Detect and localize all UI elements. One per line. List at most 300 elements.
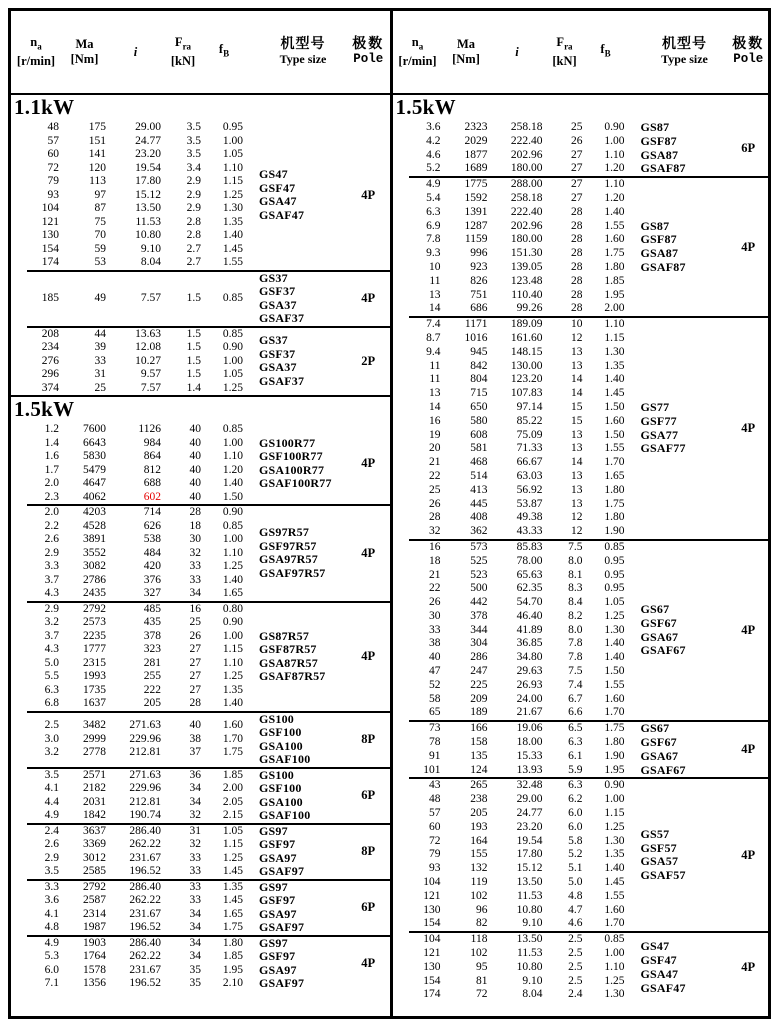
cell-fb: 0.80 — [222, 602, 243, 615]
table-row — [11, 977, 245, 991]
cell-fra: 13 — [571, 497, 583, 510]
table-row — [11, 135, 245, 149]
table-row — [11, 520, 245, 534]
cell-fb: 1.10 — [604, 960, 625, 973]
cell-na: 374 — [41, 381, 59, 394]
table-row — [393, 679, 627, 693]
cell-fra: 27 — [571, 148, 583, 161]
cell-i: 85.22 — [516, 414, 543, 427]
cell-na: 60 — [429, 820, 441, 833]
type-size-label: GS97R57 — [259, 525, 310, 540]
cell-i: 99.26 — [516, 302, 543, 315]
cell-na: 5.4 — [426, 191, 441, 204]
cell-na: 3.2 — [44, 616, 59, 628]
data-rows — [393, 178, 627, 316]
column-title-main: n — [411, 34, 419, 49]
cell-na: 104 — [423, 876, 441, 889]
gear-group — [11, 326, 390, 396]
cell-na: 25 — [429, 483, 441, 496]
gear-group — [11, 767, 390, 823]
cell-fb: 1.70 — [604, 917, 625, 930]
table-row — [11, 341, 245, 355]
cell-i: 15.12 — [516, 862, 543, 875]
column-title — [732, 37, 764, 52]
cell-fra: 35 — [189, 977, 201, 989]
table-row — [393, 933, 627, 947]
column-title-main: 极数 — [352, 37, 385, 52]
cell-i: 286.40 — [129, 824, 161, 837]
cell-fb: 1.50 — [222, 490, 243, 503]
table-row — [11, 684, 245, 698]
type-size-label: GSF97 — [259, 949, 296, 963]
cell-fb: 1.90 — [604, 749, 625, 762]
gear-group — [393, 176, 769, 316]
cell-i: 15.12 — [135, 188, 161, 201]
cell-i: 23.20 — [516, 820, 543, 833]
table-row — [393, 917, 627, 931]
cell-fb: 1.10 — [604, 318, 625, 331]
data-rows — [11, 506, 245, 601]
cell-fb: 1.55 — [604, 889, 625, 902]
cell-i: 262.22 — [129, 950, 161, 962]
cell-fb: 1.35 — [222, 215, 243, 228]
cell-i: 19.06 — [516, 722, 543, 735]
column-unit: [r/min] — [16, 54, 56, 69]
column-header-ma — [443, 37, 490, 67]
table-row — [11, 809, 245, 823]
cell-ma: 132 — [470, 862, 488, 875]
data-rows — [11, 769, 245, 823]
cell-ma: 686 — [470, 302, 488, 315]
cell-fra: 31 — [189, 824, 201, 837]
cell-fb: 1.85 — [604, 274, 625, 287]
table-row — [393, 835, 627, 849]
cell-ma: 715 — [470, 387, 488, 400]
cell-i: 538 — [143, 533, 161, 545]
table-row — [393, 220, 627, 234]
cell-fra: 28 — [571, 247, 583, 260]
cell-ma: 573 — [470, 540, 488, 553]
gear-group — [11, 711, 390, 767]
type-size-list — [627, 940, 729, 995]
cell-fra: 27 — [571, 178, 583, 191]
cell-fra: 34 — [189, 907, 201, 920]
cell-ma: 5830 — [83, 450, 106, 462]
table-row — [393, 693, 627, 707]
cell-i: 9.10 — [522, 917, 543, 930]
cell-fra: 40 — [189, 423, 201, 435]
cell-ma: 31 — [94, 368, 106, 380]
cell-i: 24.77 — [135, 134, 161, 147]
cell-i: 29.00 — [135, 121, 161, 133]
cell-fb: 1.15 — [222, 643, 243, 655]
cell-fra: 6.3 — [568, 779, 583, 792]
type-size-label: GSF97 — [259, 893, 296, 907]
cell-na: 60 — [47, 148, 59, 160]
type-size-label: GSA97 — [259, 962, 297, 977]
cell-na: 79 — [47, 175, 59, 187]
gear-group-content — [393, 121, 769, 176]
data-rows — [393, 318, 627, 539]
cell-ma: 3482 — [83, 719, 106, 732]
cell-fb: 1.40 — [222, 229, 243, 241]
cell-fra: 7.8 — [568, 651, 583, 664]
cell-i: 9.57 — [140, 368, 161, 380]
cell-i: 229.96 — [129, 782, 161, 794]
type-size-label: GS67 — [640, 721, 670, 736]
cell-ma: 102 — [470, 889, 488, 902]
cell-ma: 581 — [470, 442, 488, 455]
column-header-pole — [729, 37, 769, 67]
table-row — [11, 491, 245, 505]
cell-i: 281 — [143, 656, 161, 669]
table-row — [11, 782, 245, 796]
type-size-label: GSAF87 — [640, 259, 686, 274]
cell-ma: 608 — [470, 428, 488, 441]
cell-na: 30 — [429, 609, 441, 622]
table-header-left — [11, 11, 390, 95]
table-row — [11, 382, 245, 396]
table-row — [11, 175, 245, 189]
cell-na: 4.8 — [44, 921, 59, 933]
cell-fra: 27 — [571, 191, 583, 204]
cell-na: 57 — [429, 807, 441, 820]
cell-i: 41.89 — [516, 623, 543, 636]
column-title-sub: B — [604, 48, 611, 59]
cell-fb: 1.80 — [604, 483, 625, 496]
cell-na: 7.8 — [426, 233, 441, 246]
cell-na: 2.9 — [44, 851, 59, 864]
cell-na: 154 — [423, 917, 441, 930]
gear-group — [393, 777, 769, 931]
cell-ma: 445 — [470, 497, 488, 510]
gear-group — [11, 270, 390, 326]
cell-na: 40 — [429, 651, 441, 664]
cell-ma: 1877 — [464, 148, 488, 161]
cell-fb: 1.65 — [604, 469, 625, 482]
cell-fb: 0.90 — [604, 779, 625, 792]
cell-fra: 3.4 — [186, 161, 201, 174]
cell-fb: 1.80 — [604, 260, 625, 273]
cell-i: 110.40 — [511, 288, 543, 301]
cell-fb: 1.20 — [604, 162, 625, 175]
type-size-label: GSF100 — [259, 725, 302, 739]
cell-fb: 1.00 — [222, 533, 243, 545]
pole-label: 8P — [361, 732, 376, 746]
table-row — [11, 202, 245, 216]
cell-ma: 75 — [94, 215, 106, 228]
cell-ma: 164 — [470, 834, 488, 847]
type-size-label: GSF87 — [640, 133, 677, 148]
type-size-label: GSF57 — [640, 840, 677, 855]
column-title-main: F — [556, 34, 565, 49]
pole-label: 4P — [361, 956, 376, 970]
gear-group-content — [393, 779, 769, 931]
table-row — [393, 706, 627, 720]
cell-fra: 34 — [189, 921, 201, 933]
cell-fra: 12 — [571, 525, 583, 538]
gear-group — [393, 931, 769, 1002]
gear-group-content — [11, 272, 390, 326]
cell-fra: 27 — [189, 683, 201, 696]
cell-na: 4.4 — [44, 795, 59, 808]
cell-fb: 1.45 — [222, 242, 243, 255]
cell-na: 72 — [47, 161, 59, 174]
cell-i: 11.53 — [517, 889, 543, 902]
cell-fra: 8.4 — [568, 596, 583, 609]
table-row — [11, 423, 245, 437]
column-header-type — [627, 37, 729, 67]
pole-label: 4P — [741, 960, 756, 975]
cell-na: 11 — [429, 359, 441, 372]
cell-fb: 1.30 — [604, 623, 625, 636]
table-row — [393, 541, 627, 555]
cell-ma: 3637 — [83, 824, 106, 837]
cell-na: 19 — [429, 428, 441, 441]
type-size-label: GSA87R57 — [259, 655, 318, 670]
cell-na: 174 — [423, 988, 441, 1001]
cell-ma: 945 — [470, 345, 488, 358]
cell-na: 16 — [429, 540, 441, 553]
pole-label: 4P — [361, 649, 376, 663]
cell-na: 3.2 — [44, 746, 59, 759]
cell-ma: 1987 — [83, 921, 106, 933]
cell-i: 24.00 — [516, 692, 543, 705]
cell-na: 14 — [429, 302, 441, 315]
type-size-label: GSF47 — [259, 180, 296, 195]
cell-fra: 40 — [189, 436, 201, 449]
column-title-main: n — [30, 34, 38, 49]
table-row — [11, 464, 245, 478]
gear-group-content — [393, 318, 769, 539]
cell-fra: 7.4 — [568, 678, 583, 691]
table-row — [393, 346, 627, 360]
cell-ma: 378 — [470, 609, 488, 622]
table-row — [393, 498, 627, 512]
cell-ma: 44 — [94, 327, 106, 340]
cell-i: 180.00 — [510, 162, 543, 175]
cell-fb: 0.85 — [222, 423, 243, 435]
cell-i: 286.40 — [129, 936, 161, 949]
table-row — [393, 596, 627, 610]
cell-ma: 4647 — [83, 477, 106, 489]
table-row — [393, 456, 627, 470]
cell-na: 14 — [429, 400, 441, 413]
column-title-sub: B — [223, 48, 230, 59]
cell-ma: 1689 — [464, 162, 488, 175]
cell-i: 9.10 — [522, 974, 543, 987]
cell-i: 205 — [143, 697, 161, 709]
cell-fra: 2.9 — [186, 202, 201, 214]
cell-na: 6.3 — [44, 683, 59, 696]
cell-ma: 3369 — [83, 838, 106, 850]
column-title-main: f — [218, 42, 224, 57]
type-size-label: GS87R57 — [259, 628, 310, 643]
cell-ma: 2571 — [83, 768, 106, 781]
table-row — [393, 637, 627, 651]
gear-group-content — [11, 121, 390, 270]
cell-fra: 26 — [189, 629, 201, 642]
type-size-label: GS87 — [640, 218, 670, 233]
column-unit: [kN] — [552, 54, 577, 69]
data-rows — [393, 121, 627, 176]
cell-fb: 1.10 — [604, 178, 625, 191]
cell-fra: 28 — [571, 274, 583, 287]
table-row — [393, 665, 627, 679]
cell-i: 435 — [143, 616, 161, 628]
cell-na: 104 — [41, 202, 59, 214]
cell-i: 13.50 — [135, 202, 161, 214]
table-row — [393, 373, 627, 387]
cell-na: 3.6 — [426, 121, 441, 133]
cell-fb: 0.95 — [604, 582, 625, 595]
type-size-label: GSF97 — [259, 837, 296, 851]
cell-i: 151.30 — [510, 247, 543, 260]
cell-ma: 118 — [470, 933, 488, 946]
type-size-label: GSAF87R57 — [259, 669, 326, 683]
cell-fra: 12 — [571, 331, 583, 344]
type-size-label: GSF67 — [640, 735, 677, 750]
cell-na: 296 — [41, 368, 59, 380]
cell-i: 864 — [143, 450, 161, 462]
cell-na: 5.2 — [426, 162, 441, 175]
gear-group — [11, 504, 390, 601]
table-row — [11, 437, 245, 451]
type-size-label: GSAF37 — [259, 373, 305, 388]
cell-fra: 4.6 — [568, 917, 583, 930]
cell-fb: 0.90 — [222, 506, 243, 518]
cell-fra: 10 — [571, 318, 583, 331]
cell-fra: 2.9 — [186, 175, 201, 187]
cell-fb: 1.60 — [604, 692, 625, 705]
cell-ma: 175 — [88, 121, 106, 133]
cell-ma: 2999 — [83, 732, 106, 745]
cell-na: 9.3 — [426, 247, 441, 260]
cell-fb: 1.00 — [222, 354, 243, 367]
cell-fra: 2.5 — [568, 947, 583, 960]
cell-na: 78 — [429, 736, 441, 749]
column-header-type — [245, 37, 347, 67]
cell-i: 56.92 — [516, 483, 543, 496]
cell-fb: 0.85 — [222, 519, 243, 532]
table-row — [11, 881, 245, 895]
cell-fb: 1.70 — [604, 456, 625, 469]
column-title-main: i — [515, 44, 519, 59]
type-size-label: GSF100 — [259, 781, 302, 795]
type-size-label: GSAF67 — [640, 762, 686, 777]
type-size-list — [245, 334, 347, 388]
cell-fra: 40 — [189, 477, 201, 489]
cell-na: 2.5 — [44, 719, 59, 732]
cell-fra: 40 — [189, 463, 201, 476]
cell-fb: 1.20 — [604, 191, 625, 204]
table-row — [11, 121, 245, 135]
cell-fra: 1.5 — [186, 291, 201, 304]
type-size-label: GS47 — [259, 167, 288, 182]
cell-ma: 25 — [94, 381, 106, 394]
cell-na: 21 — [429, 456, 441, 469]
cell-fb: 1.15 — [604, 331, 625, 344]
cell-fb: 0.85 — [604, 933, 625, 946]
cell-fra: 32 — [189, 546, 201, 559]
power-section-label: 1.5kW — [11, 395, 390, 423]
cell-i: 53.87 — [516, 497, 543, 510]
column-header-ma — [61, 37, 108, 67]
table-row — [393, 318, 627, 332]
cell-i: 139.05 — [510, 260, 543, 273]
cell-fb: 1.15 — [222, 175, 243, 187]
column-unit: [r/min] — [398, 54, 437, 69]
cell-ma: 2587 — [83, 894, 106, 906]
cell-fra: 32 — [189, 809, 201, 821]
cell-ma: 193 — [470, 820, 488, 833]
cell-ma: 842 — [470, 359, 488, 372]
gear-group-content — [11, 603, 390, 711]
cell-i: 19.54 — [516, 834, 543, 847]
cell-i: 23.20 — [135, 148, 161, 160]
cell-fb: 1.55 — [604, 442, 625, 455]
cell-na: 8.7 — [426, 331, 441, 344]
table-row — [393, 947, 627, 961]
cell-ma: 3012 — [83, 851, 106, 864]
table-row — [11, 865, 245, 879]
cell-fra: 5.0 — [568, 876, 583, 889]
cell-i: 262.22 — [129, 838, 161, 850]
cell-fb: 1.60 — [222, 719, 243, 732]
cell-fra: 6.0 — [568, 820, 583, 833]
cell-fb: 1.45 — [604, 876, 625, 889]
cell-i: 13.63 — [135, 327, 161, 340]
column-header-i — [490, 45, 545, 60]
cell-ma: 2323 — [464, 121, 488, 133]
column-title — [457, 37, 475, 52]
table-row — [393, 555, 627, 569]
type-size-label: GS87 — [640, 120, 670, 134]
data-rows — [11, 603, 245, 711]
gear-group-content — [11, 825, 390, 879]
table-row — [393, 569, 627, 583]
cell-na: 47 — [429, 665, 441, 678]
cell-ma: 525 — [470, 554, 488, 567]
type-size-label: GS77 — [640, 399, 670, 414]
cell-ma: 49 — [94, 291, 106, 304]
cell-fb: 0.95 — [222, 121, 243, 133]
cell-i: 327 — [143, 587, 161, 599]
cell-ma: 826 — [470, 274, 488, 287]
cell-fra: 28 — [571, 288, 583, 301]
cell-na: 52 — [429, 678, 441, 691]
type-size-label: GSF77 — [640, 413, 677, 428]
cell-i: 21.67 — [516, 706, 543, 719]
cell-i: 71.33 — [516, 442, 543, 455]
cell-fb: 1.40 — [604, 205, 625, 218]
cell-i: 148.15 — [510, 345, 543, 358]
cell-i: 78.00 — [516, 554, 543, 567]
cell-ma: 1764 — [83, 950, 106, 962]
table-row — [393, 848, 627, 862]
data-rows — [11, 328, 245, 396]
cell-na: 3.3 — [44, 880, 59, 893]
cell-fra: 2.8 — [186, 215, 201, 228]
table-row — [11, 603, 245, 617]
cell-fra: 28 — [571, 205, 583, 218]
cell-na: 1.7 — [44, 463, 59, 476]
cell-na: 3.5 — [44, 768, 59, 781]
table-row — [11, 616, 245, 630]
cell-na: 93 — [429, 862, 441, 875]
cell-i: 485 — [143, 602, 161, 615]
cell-na: 4.3 — [44, 643, 59, 655]
